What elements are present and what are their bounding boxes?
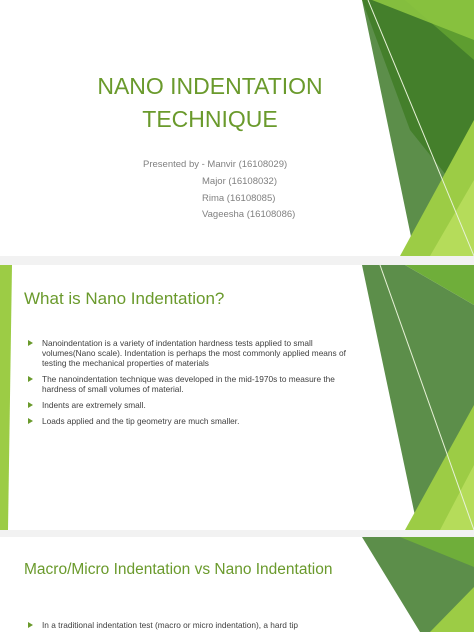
presenter-line-4: Vageesha (16108086)	[202, 209, 296, 220]
list-item: The nanoindentation technique was developed in the mid-1970s to measure the hardness of small volumes of material.	[28, 374, 358, 394]
arrow-bullet-icon	[28, 340, 33, 346]
slide-separator	[0, 530, 474, 537]
slide-title-line-1: NANO INDENTATION	[97, 73, 323, 99]
arrow-bullet-icon	[28, 402, 33, 408]
arrow-bullet-icon	[28, 622, 33, 628]
list-item: Nanoindentation is a variety of indentation hardness tests applied to small volumes(Nano scale). Indentation is perhaps the most commonly applied means of testing the mechanical properties of materials	[28, 338, 358, 368]
arrow-bullet-icon	[28, 418, 33, 424]
content-slide-comparison	[0, 537, 474, 632]
slide-heading: What is Nano Indentation?	[24, 289, 225, 308]
slide-title-line-2: TECHNIQUE	[142, 106, 278, 132]
presenter-line-1: Presented by - Manvir (16108029)	[143, 159, 288, 170]
bullet-list	[28, 620, 358, 632]
title-slide	[0, 0, 474, 256]
arrow-bullet-icon	[28, 376, 33, 382]
list-item: In a traditional indentation test (macro or micro indentation), a hard tip	[28, 620, 358, 630]
content-slide-what-is	[0, 265, 474, 530]
bullet-list	[28, 338, 358, 432]
list-item: Indents are extremely small.	[28, 400, 358, 410]
presenter-line-3: Rima (16108085)	[202, 193, 276, 204]
slide-heading: Macro/Micro Indentation vs Nano Indentation	[24, 561, 333, 578]
presenter-line-2: Major (16108032)	[202, 176, 277, 187]
slide-separator	[0, 256, 474, 265]
list-item: Loads applied and the tip geometry are much smaller.	[28, 416, 358, 426]
green-triangle-decoration	[0, 537, 474, 632]
